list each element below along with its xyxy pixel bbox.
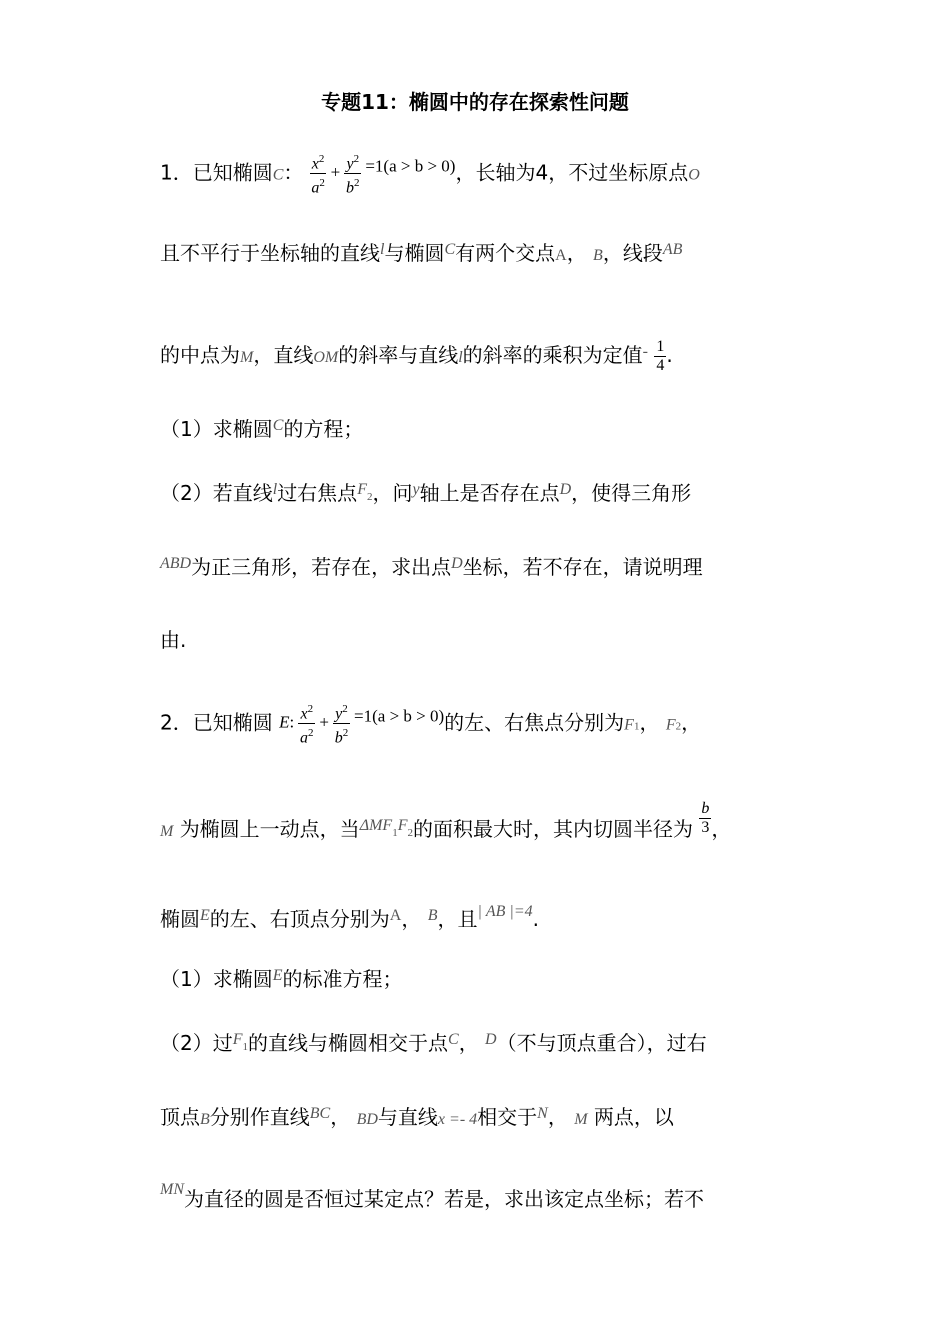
text: 2．已知椭圆 [160,710,273,735]
math-sub: 1 [633,720,640,733]
text: 坐标，若不存在，请说明理 [462,555,703,579]
math-M: M [240,349,254,366]
text: ， [681,710,702,735]
math-F1: F [624,716,634,734]
fraction-b-3 [699,800,711,837]
text: 过右焦点 [277,481,358,505]
text: . [532,907,539,931]
text: （2）若直线 [160,481,273,505]
eq-colon: : [289,712,295,732]
math-D: D [559,481,572,498]
math-sub: 2 [675,720,682,733]
math-sub: 1 [242,1041,249,1053]
text: ，线段 [602,241,663,265]
frac-num: b [701,800,710,817]
math-C: C [272,417,284,434]
text: 椭圆 [160,907,200,931]
text: 由. [160,628,187,652]
math-sub: 1 [392,827,398,839]
text: 1．已知椭圆 [160,160,273,185]
text: 相交于 [477,1105,538,1129]
text: 为直径的圆是否恒过某定点？若是，求出该定点坐标；若不 [184,1187,704,1211]
p1-sub-2-line-1 [160,476,691,511]
text: . [666,343,673,367]
p1-sub-2-line-2 [160,550,703,581]
math-MN: MN [160,1181,184,1198]
text: ，直线 [253,343,314,367]
p2-line-3 [160,898,539,933]
math-neg: - [642,343,648,360]
p2-line-2 [160,800,732,847]
eq-b: b [334,729,343,747]
math-sub: 2 [407,827,413,839]
eq-a: a [311,179,320,197]
ellipse-equation-2: E: $\frac{x^2}{a^2}$ + $\frac{y^2}{b^2}$ =1(a > b > 0) [279,700,444,748]
text: 为正三角形，若存在，求出点 [191,555,452,579]
math-abs-AB: | AB |=4 [477,903,533,920]
page-title: 专题11：椭圆中的存在探索性问题 [321,90,629,114]
text: （1）求椭圆 [160,967,273,991]
text: ，使得三角形 [571,481,692,505]
eq-y: y [346,155,354,173]
p2-sub-2-line-1 [160,1026,707,1061]
text: ， [639,710,660,735]
math-O: O [688,166,700,184]
math-triangle: ΔMF [359,817,393,834]
math-BD: BD [356,1111,378,1128]
math-ABD: ABD [160,555,192,572]
text: 的左、右焦点分别为 [444,710,625,735]
math-M: M [574,1111,588,1128]
math-D: D [485,1031,497,1048]
math-l: l [380,241,385,258]
frac-den: 3 [701,819,710,836]
text: ，且 [437,907,478,931]
math-C: C [272,166,284,184]
p2-sub-2-line-3 [160,1176,704,1213]
math-E: E [272,967,283,984]
math-B: B [200,1111,210,1128]
text: 的斜率的乘积为定值 [462,343,643,367]
p1-sub-2-line-3 [160,626,186,654]
text: ， [566,241,587,265]
text: ： [283,160,304,185]
text: ， [458,1031,479,1055]
text: 两点，以 [593,1105,674,1129]
math-F1: F [232,1031,243,1048]
text: 有两个交点 [455,241,556,265]
text: 轴上是否存在点 [419,481,560,505]
math-BC: BC [309,1105,331,1122]
text: 与直线 [377,1105,438,1129]
eq-b: b [346,179,355,197]
p1-line-2 [160,236,682,270]
math-y: y [412,481,420,498]
text: 的直线与椭圆相交于点 [248,1031,449,1055]
eq-E: E [279,712,290,732]
text: 且不平行于坐标轴的直线 [160,241,380,265]
math-x-eq: x =- 4 [437,1111,478,1128]
math-l: l [458,349,463,366]
text: 与椭圆 [384,241,445,265]
eq-y: y [335,705,343,723]
math-N: N [537,1105,548,1122]
math-F: F [397,817,408,834]
math-F2: F [665,716,676,734]
p1-sub-1 [160,412,363,443]
math-B: B [427,907,438,924]
text: ， [401,907,422,931]
math-C: C [444,241,456,258]
math-A: A [555,247,567,264]
text: 的标准方程； [282,967,403,991]
text: 的中点为 [160,343,240,367]
p2-sub-2-line-2 [160,1100,674,1134]
text: 的方程； [283,417,364,441]
text: ， [547,1105,568,1129]
text: 顶点 [160,1105,200,1129]
text: 的斜率与直线 [338,343,459,367]
p2-sub-1 [160,962,403,993]
math-sub: 2 [366,491,373,503]
text: ，长轴为4，不过坐标原点 [455,160,689,185]
math-OM: OM [313,349,339,366]
fraction-quarter [654,338,666,375]
math-E: E [200,907,210,924]
text: ， [330,1105,351,1129]
eq-tail: =1(a > b > 0) [354,706,445,726]
text: ，问 [372,481,413,505]
math-A: A [389,907,402,924]
text: （2）过 [160,1031,233,1055]
frac-den: 4 [656,357,665,374]
text: 分别作直线 [209,1105,310,1129]
math-F2: F [357,481,367,498]
math-C: C [448,1031,459,1048]
text: 的面积最大时，其内切圆半径为 [412,817,693,841]
frac-num: 1 [656,338,665,355]
text: ， [711,817,732,841]
p1-line-1 [160,150,700,198]
text: （不与顶点重合），过右 [496,1031,707,1055]
math-M: M [160,823,174,840]
math-l: l [272,481,278,498]
eq-a: a [300,729,309,747]
text: （1）求椭圆 [160,417,273,441]
eq-x: x [300,705,308,723]
math-AB: AB [662,241,683,258]
p1-line-3 [160,338,673,375]
math-D: D [451,555,463,572]
math-B: B [593,247,603,264]
p2-line-1 [160,700,701,748]
text: 的左、右顶点分别为 [209,907,390,931]
ellipse-equation: $\frac{x^2}{a^2}$ + $\frac{y^2}{b^2}$ =1(a > b > 0) [310,150,456,198]
eq-x: x [311,155,319,173]
eq-tail: =1(a > b > 0) [365,156,456,176]
text: 为椭圆上一动点，当 [179,817,360,841]
